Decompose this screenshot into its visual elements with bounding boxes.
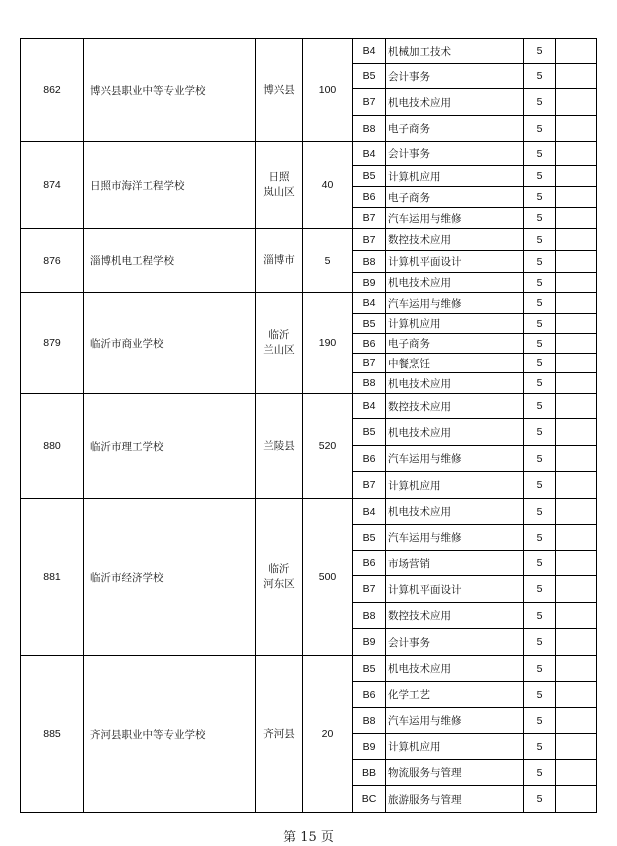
major-name: 数控技术应用: [386, 603, 524, 629]
major-count: 5: [524, 39, 556, 64]
blank-cell: [556, 142, 597, 166]
school-name: 日照市海洋工程学校: [84, 142, 256, 229]
school-code: 874: [21, 142, 84, 229]
major-code: B4: [353, 394, 386, 419]
page-number: 第 15 页: [283, 830, 334, 845]
major-count: 5: [524, 334, 556, 354]
blank-cell: [556, 760, 597, 786]
major-name: 化学工艺: [386, 682, 524, 708]
blank-cell: [556, 394, 597, 419]
blank-cell: [556, 251, 597, 273]
major-name: 汽车运用与维修: [386, 708, 524, 734]
major-code: B7: [353, 576, 386, 603]
major-name: 会计事务: [386, 64, 524, 89]
school-name: 齐河县职业中等专业学校: [84, 656, 256, 813]
table-body: [21, 39, 597, 813]
major-code: B8: [353, 373, 386, 394]
major-name: 电子商务: [386, 116, 524, 142]
major-count: 5: [524, 166, 556, 187]
major-name: 旅游服务与管理: [386, 786, 524, 813]
major-code: B8: [353, 116, 386, 142]
major-name: 汽车运用与维修: [386, 293, 524, 314]
major-code: B6: [353, 682, 386, 708]
school-region: 齐河县: [256, 656, 303, 813]
major-count: 5: [524, 472, 556, 499]
blank-cell: [556, 525, 597, 551]
major-count: 5: [524, 708, 556, 734]
major-count: 5: [524, 273, 556, 293]
blank-cell: [556, 293, 597, 314]
major-code: B7: [353, 208, 386, 229]
school-quota: 20: [303, 656, 353, 813]
blank-cell: [556, 576, 597, 603]
table-row: [21, 656, 597, 682]
major-count: 5: [524, 373, 556, 394]
major-name: 会计事务: [386, 629, 524, 656]
major-count: 5: [524, 656, 556, 682]
major-count: 5: [524, 603, 556, 629]
major-name: 中餐烹饪: [386, 354, 524, 373]
blank-cell: [556, 39, 597, 64]
major-name: 汽车运用与维修: [386, 208, 524, 229]
major-count: 5: [524, 682, 556, 708]
major-code: BB: [353, 760, 386, 786]
major-name: 机电技术应用: [386, 499, 524, 525]
major-count: 5: [524, 734, 556, 760]
major-count: 5: [524, 760, 556, 786]
school-quota: 5: [303, 229, 353, 293]
major-count: 5: [524, 229, 556, 251]
school-quota: 40: [303, 142, 353, 229]
major-count: 5: [524, 251, 556, 273]
major-code: B9: [353, 273, 386, 293]
school-code: 880: [21, 394, 84, 499]
major-code: B9: [353, 629, 386, 656]
major-code: B8: [353, 708, 386, 734]
table-row: [21, 142, 597, 166]
major-code: B5: [353, 419, 386, 446]
school-name: 博兴县职业中等专业学校: [84, 39, 256, 142]
major-code: B4: [353, 39, 386, 64]
blank-cell: [556, 229, 597, 251]
major-name: 机电技术应用: [386, 419, 524, 446]
blank-cell: [556, 208, 597, 229]
major-code: B4: [353, 293, 386, 314]
major-count: 5: [524, 394, 556, 419]
blank-cell: [556, 116, 597, 142]
major-count: 5: [524, 208, 556, 229]
major-code: B7: [353, 89, 386, 116]
major-name: 计算机平面设计: [386, 251, 524, 273]
school-quota: 520: [303, 394, 353, 499]
school-region: 临沂 兰山区: [256, 293, 303, 394]
major-code: B5: [353, 64, 386, 89]
major-name: 市场营销: [386, 551, 524, 576]
blank-cell: [556, 734, 597, 760]
major-count: 5: [524, 551, 556, 576]
blank-cell: [556, 187, 597, 208]
major-name: 机电技术应用: [386, 273, 524, 293]
school-code: 885: [21, 656, 84, 813]
major-count: 5: [524, 116, 556, 142]
major-name: 汽车运用与维修: [386, 446, 524, 472]
blank-cell: [556, 446, 597, 472]
blank-cell: [556, 682, 597, 708]
major-name: 计算机应用: [386, 166, 524, 187]
blank-cell: [556, 551, 597, 576]
major-name: 电子商务: [386, 334, 524, 354]
blank-cell: [556, 708, 597, 734]
major-code: B5: [353, 525, 386, 551]
major-count: 5: [524, 419, 556, 446]
school-code: 879: [21, 293, 84, 394]
major-code: B7: [353, 472, 386, 499]
table-row: [21, 499, 597, 525]
blank-cell: [556, 89, 597, 116]
school-name: 临沂市商业学校: [84, 293, 256, 394]
major-name: 数控技术应用: [386, 229, 524, 251]
major-count: 5: [524, 786, 556, 813]
major-name: 会计事务: [386, 142, 524, 166]
major-name: 数控技术应用: [386, 394, 524, 419]
school-code: 881: [21, 499, 84, 656]
major-count: 5: [524, 499, 556, 525]
major-name: 物流服务与管理: [386, 760, 524, 786]
school-region: 兰陵县: [256, 394, 303, 499]
major-code: B4: [353, 499, 386, 525]
table-row: [21, 394, 597, 419]
major-count: 5: [524, 354, 556, 373]
major-code: B8: [353, 251, 386, 273]
major-code: B7: [353, 229, 386, 251]
blank-cell: [556, 166, 597, 187]
major-name: 计算机应用: [386, 472, 524, 499]
school-quota: 500: [303, 499, 353, 656]
school-quota: 190: [303, 293, 353, 394]
school-region: 日照 岚山区: [256, 142, 303, 229]
major-name: 机械加工技术: [386, 39, 524, 64]
major-name: 机电技术应用: [386, 373, 524, 394]
major-code: B4: [353, 142, 386, 166]
major-count: 5: [524, 293, 556, 314]
major-name: 汽车运用与维修: [386, 525, 524, 551]
major-name: 电子商务: [386, 187, 524, 208]
major-name: 计算机应用: [386, 734, 524, 760]
blank-cell: [556, 334, 597, 354]
major-code: B9: [353, 734, 386, 760]
table-row: [21, 229, 597, 251]
major-name: 机电技术应用: [386, 656, 524, 682]
enrollment-table: [20, 38, 597, 813]
blank-cell: [556, 629, 597, 656]
blank-cell: [556, 656, 597, 682]
major-count: 5: [524, 446, 556, 472]
major-code: B6: [353, 187, 386, 208]
blank-cell: [556, 64, 597, 89]
major-code: B6: [353, 334, 386, 354]
school-name: 临沂市经济学校: [84, 499, 256, 656]
blank-cell: [556, 472, 597, 499]
major-code: B6: [353, 551, 386, 576]
blank-cell: [556, 786, 597, 813]
major-name: 机电技术应用: [386, 89, 524, 116]
major-count: 5: [524, 314, 556, 334]
school-region: 博兴县: [256, 39, 303, 142]
blank-cell: [556, 499, 597, 525]
major-count: 5: [524, 64, 556, 89]
major-code: B8: [353, 603, 386, 629]
major-code: BC: [353, 786, 386, 813]
major-name: 计算机应用: [386, 314, 524, 334]
major-code: B6: [353, 446, 386, 472]
blank-cell: [556, 373, 597, 394]
major-code: B7: [353, 354, 386, 373]
major-count: 5: [524, 142, 556, 166]
school-code: 876: [21, 229, 84, 293]
major-code: B5: [353, 166, 386, 187]
school-region: 临沂 河东区: [256, 499, 303, 656]
blank-cell: [556, 273, 597, 293]
major-count: 5: [524, 525, 556, 551]
major-code: B5: [353, 314, 386, 334]
major-code: B5: [353, 656, 386, 682]
major-count: 5: [524, 629, 556, 656]
school-code: 862: [21, 39, 84, 142]
major-count: 5: [524, 89, 556, 116]
major-count: 5: [524, 576, 556, 603]
school-quota: 100: [303, 39, 353, 142]
blank-cell: [556, 603, 597, 629]
table-row: [21, 39, 597, 64]
school-region: 淄博市: [256, 229, 303, 293]
table-row: [21, 293, 597, 314]
major-count: 5: [524, 187, 556, 208]
blank-cell: [556, 354, 597, 373]
major-name: 计算机平面设计: [386, 576, 524, 603]
school-name: 临沂市理工学校: [84, 394, 256, 499]
school-name: 淄博机电工程学校: [84, 229, 256, 293]
blank-cell: [556, 314, 597, 334]
blank-cell: [556, 419, 597, 446]
